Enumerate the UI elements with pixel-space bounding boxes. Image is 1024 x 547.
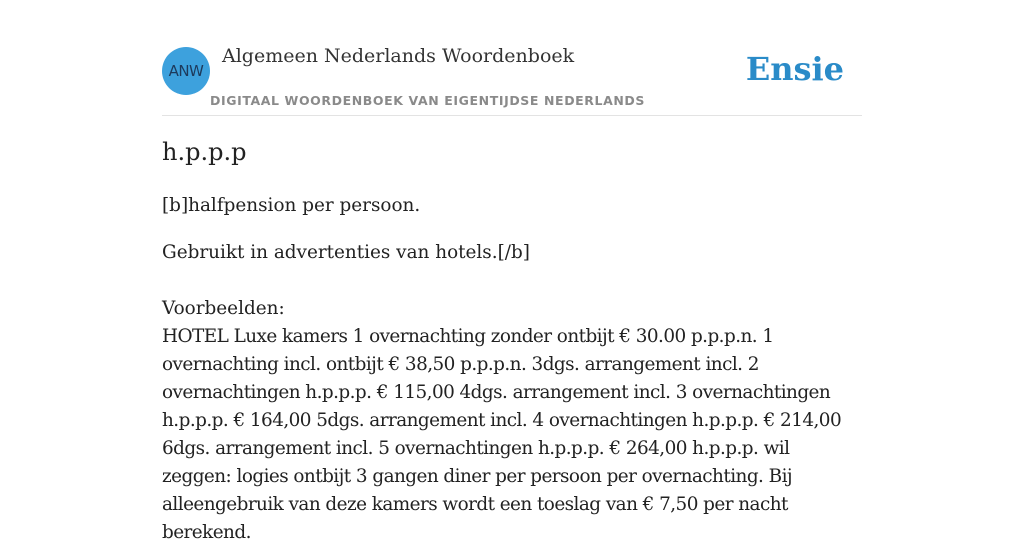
content-container bbox=[162, 0, 862, 543]
site-header bbox=[162, 0, 862, 116]
site-subtitle: DIGITAAL WOORDENBOEK VAN EIGENTIJDSE NEDERLANDS bbox=[210, 93, 646, 108]
logo-text: ANW bbox=[168, 62, 204, 80]
ensie-brand-link[interactable]: Ensie bbox=[745, 50, 844, 88]
anw-logo[interactable] bbox=[162, 47, 210, 95]
examples-label: Voorbeelden: bbox=[162, 298, 285, 319]
examples-text: HOTEL Luxe kamers 1 overnachting zonder ontbijt € 30.00 p.p.p.n. 1 overnachting incl. ontbijt € 38,50 p.p.p.n. 3dgs. arrangement incl. 2 overnachtingen h.p.p.p. € 115,00 4dgs. arrangement incl. 3 overnachtingen h.p.p.p. € 164,00 5dgs. arrangement incl. 4 overnachtingen h.p.p.p. € 214,00 6dgs. arrangement incl. 5 overnachtingen h.p.p.p. € 264,00 h.p.p.p. wil zeggen: logies ontbijt 3 gangen diner per persoon per overnachting. Bij alleengebruik van deze kamers wordt een toeslag van € 7,50 per nacht berekend. bbox=[162, 326, 842, 543]
entry-definition: [b]halfpension per persoon. bbox=[162, 195, 421, 216]
entry-usage-note: Gebruikt in advertenties van hotels.[/b] bbox=[162, 242, 530, 263]
site-title[interactable]: Algemeen Nederlands Woordenboek bbox=[222, 45, 575, 67]
entry-headword: h.p.p.p bbox=[162, 138, 247, 166]
